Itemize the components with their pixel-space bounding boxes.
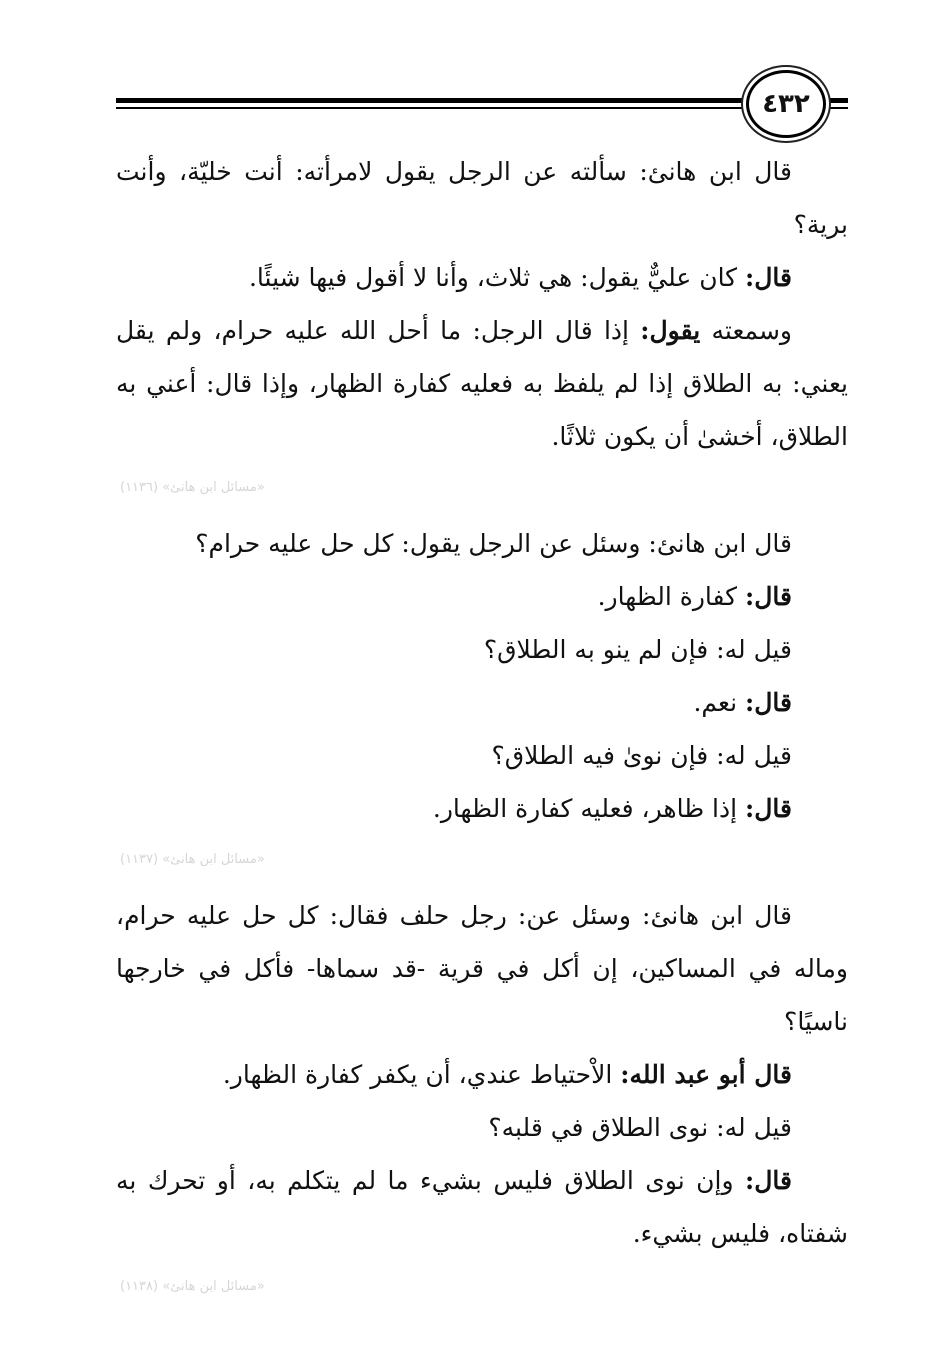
paragraph-11: قال أبو عبد الله: الاْحتياط عندي، أن يكفر كفارة الظهار. <box>222 1060 792 1089</box>
speaker-label: يقول: <box>640 316 701 345</box>
paragraph-7: قال: نعم. <box>693 688 792 717</box>
page-body <box>116 145 848 1316</box>
speaker-label: قال: <box>745 1166 792 1195</box>
source-reference-3: «مسائل ابن هانئ» (١١٣٨) <box>120 1279 265 1294</box>
paragraph-9: قال: إذا ظاهر، فعليه كفارة الظهار. <box>432 794 792 823</box>
header-rule-thin <box>116 107 746 109</box>
paragraph-6: قيل له: فإن لم ينو به الطلاق؟ <box>483 635 792 664</box>
paragraph-12: قيل له: نوى الطلاق في قلبه؟ <box>488 1113 792 1142</box>
header-rule-thick <box>116 98 746 103</box>
speaker-label: قال: <box>745 794 792 823</box>
speaker-label: قال: <box>745 582 792 611</box>
speaker-label: قال: <box>745 688 792 717</box>
paragraph-8: قيل له: فإن نوىٰ فيه الطلاق؟ <box>491 741 792 770</box>
page-header <box>116 62 848 140</box>
page-number: ٤٣٢ <box>762 89 810 119</box>
paragraph-3: وسمعته يقول: إذا قال الرجل: ما أحل الله عليه حرام، ولم يقل يعني: به الطلاق إذا لم يلفظ به فعليه كفارة الظهار، وإذا قال: أعني به الطلاق، أخشىٰ أن يكون ثلاثًا. <box>116 316 848 451</box>
paragraph-13: قال: وإن نوى الطلاق فليس بشيء ما لم يتكلم به، أو تحرك به شفتاه، فليس بشيء. <box>116 1166 848 1248</box>
source-reference-2: «مسائل ابن هانئ» (١١٣٧) <box>120 852 265 867</box>
speaker-label: قال: <box>745 263 792 292</box>
paragraph-2: قال: كان عليٌّ يقول: هي ثلاث، وأنا لا أقول فيها شيئًا. <box>248 263 792 292</box>
paragraph-1: قال ابن هانئ: سألته عن الرجل يقول لامرأته: أنت خليّة، وأنت برية؟ <box>116 157 848 239</box>
paragraph-10: قال ابن هانئ: وسئل عن: رجل حلف فقال: كل حل عليه حرام، وماله في المساكين، إن أكل في قرية -قد سماها- فأكل في خارجها ناسيًا؟ <box>116 901 848 1036</box>
paragraph-5: قال: كفارة الظهار. <box>597 582 792 611</box>
page-number-badge <box>746 70 826 138</box>
source-reference-1: «مسائل ابن هانئ» (١١٣٦) <box>120 480 265 495</box>
paragraph-4: قال ابن هانئ: وسئل عن الرجل يقول: كل حل عليه حرام؟ <box>195 529 792 558</box>
speaker-label: قال أبو عبد الله: <box>620 1060 792 1089</box>
